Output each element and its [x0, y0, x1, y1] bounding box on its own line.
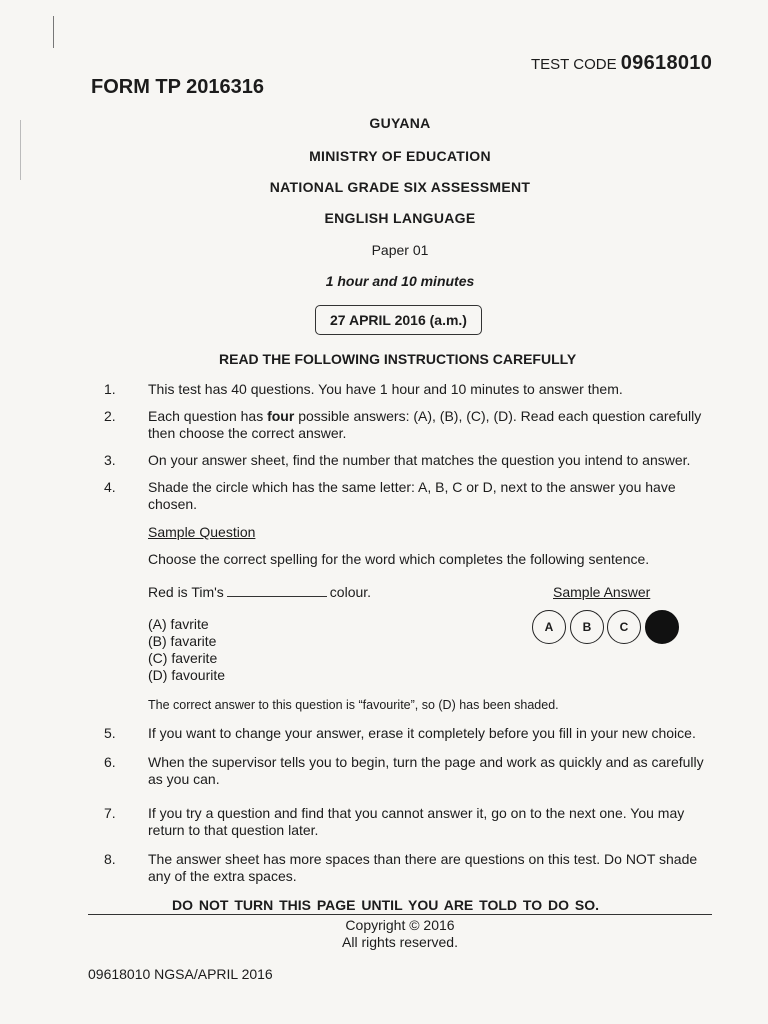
scan-edge-mark — [53, 16, 54, 48]
ministry-heading: MINISTRY OF EDUCATION — [309, 148, 491, 164]
divider — [88, 914, 712, 915]
answer-bubble-d-shaded — [645, 610, 679, 644]
instruction-number: 3. — [104, 452, 116, 468]
instruction-text: On your answer sheet, find the number that matches the question you intend to answer. — [148, 452, 691, 468]
answer-bubble-b: B — [570, 610, 604, 644]
answer-bubble-a: A — [532, 610, 566, 644]
instruction-number: 2. — [104, 408, 116, 424]
instruction-number: 8. — [104, 851, 116, 867]
assessment-heading: NATIONAL GRADE SIX ASSESSMENT — [269, 179, 531, 195]
instruction-text: When the supervisor tells you to begin, turn the page and work as quickly and as carefully as you can. — [148, 754, 704, 787]
answer-blank — [227, 584, 327, 597]
instruction-number: 1. — [104, 381, 116, 397]
exam-date-box: 27 APRIL 2016 (a.m.) — [315, 305, 482, 335]
instruction-text: This test has 40 questions. You have 1 hour and 10 minutes to answer them. — [148, 381, 623, 397]
instruction-text: Shade the circle which has the same letter: A, B, C or D, next to the answer you have chosen. — [148, 479, 676, 512]
instructions-title: READ THE FOLLOWING INSTRUCTIONS CAREFULLY — [219, 351, 577, 367]
instruction-number: 4. — [104, 479, 116, 495]
emphasis-four: four — [267, 408, 295, 424]
paper-number: Paper 01 — [371, 242, 429, 258]
copyright: Copyright © 2016 — [345, 917, 455, 933]
sample-options — [148, 616, 225, 684]
instruction-number: 6. — [104, 754, 116, 770]
country-heading: GUYANA — [369, 115, 431, 131]
test-code-number: 09618010 — [620, 52, 713, 74]
instruction-text: The answer sheet has more spaces than there are questions on this test. Do NOT shade any of the extra spaces. — [148, 851, 698, 884]
option-b: (B) favarite — [148, 633, 217, 649]
sample-question-heading: Sample Question — [148, 524, 256, 540]
sample-explanation: The correct answer to this question is “favourite”, so (D) has been shaded. — [148, 698, 559, 712]
instruction-text: Each question has four possible answers: (A), (B), (C), (D). Read each question carefully then choose the correct answer. — [148, 408, 702, 441]
instruction-number: 5. — [104, 725, 116, 741]
rights-reserved: All rights reserved. — [342, 934, 458, 950]
sample-question-prompt: Choose the correct spelling for the word which completes the following sentence. — [148, 551, 650, 567]
exam-duration: 1 hour and 10 minutes — [325, 273, 475, 289]
option-a: (A) favrite — [148, 616, 209, 632]
warning-notice: DO NOT TURN THIS PAGE UNTIL YOU ARE TOLD TO DO SO. — [172, 897, 599, 913]
instruction-text: If you try a question and find that you cannot answer it, go on to the next one. You may return to that question later. — [148, 805, 685, 838]
option-d: (D) favourite — [148, 667, 226, 683]
subject-heading: ENGLISH LANGUAGE — [324, 210, 476, 226]
footer-code: 09618010 NGSA/APRIL 2016 — [88, 966, 273, 982]
sample-answer-heading: Sample Answer — [553, 584, 651, 600]
instruction-number: 7. — [104, 805, 116, 821]
instruction-text: If you want to change your answer, erase it completely before you fill in your new choice. — [148, 725, 696, 741]
test-code-label: TEST CODE — [531, 56, 617, 73]
answer-bubble-c: C — [607, 610, 641, 644]
form-number: FORM TP 2016316 — [91, 76, 265, 98]
test-code — [531, 52, 712, 75]
sample-sentence: Red is Tim's colour. — [148, 584, 372, 600]
option-c: (C) faverite — [148, 650, 218, 666]
